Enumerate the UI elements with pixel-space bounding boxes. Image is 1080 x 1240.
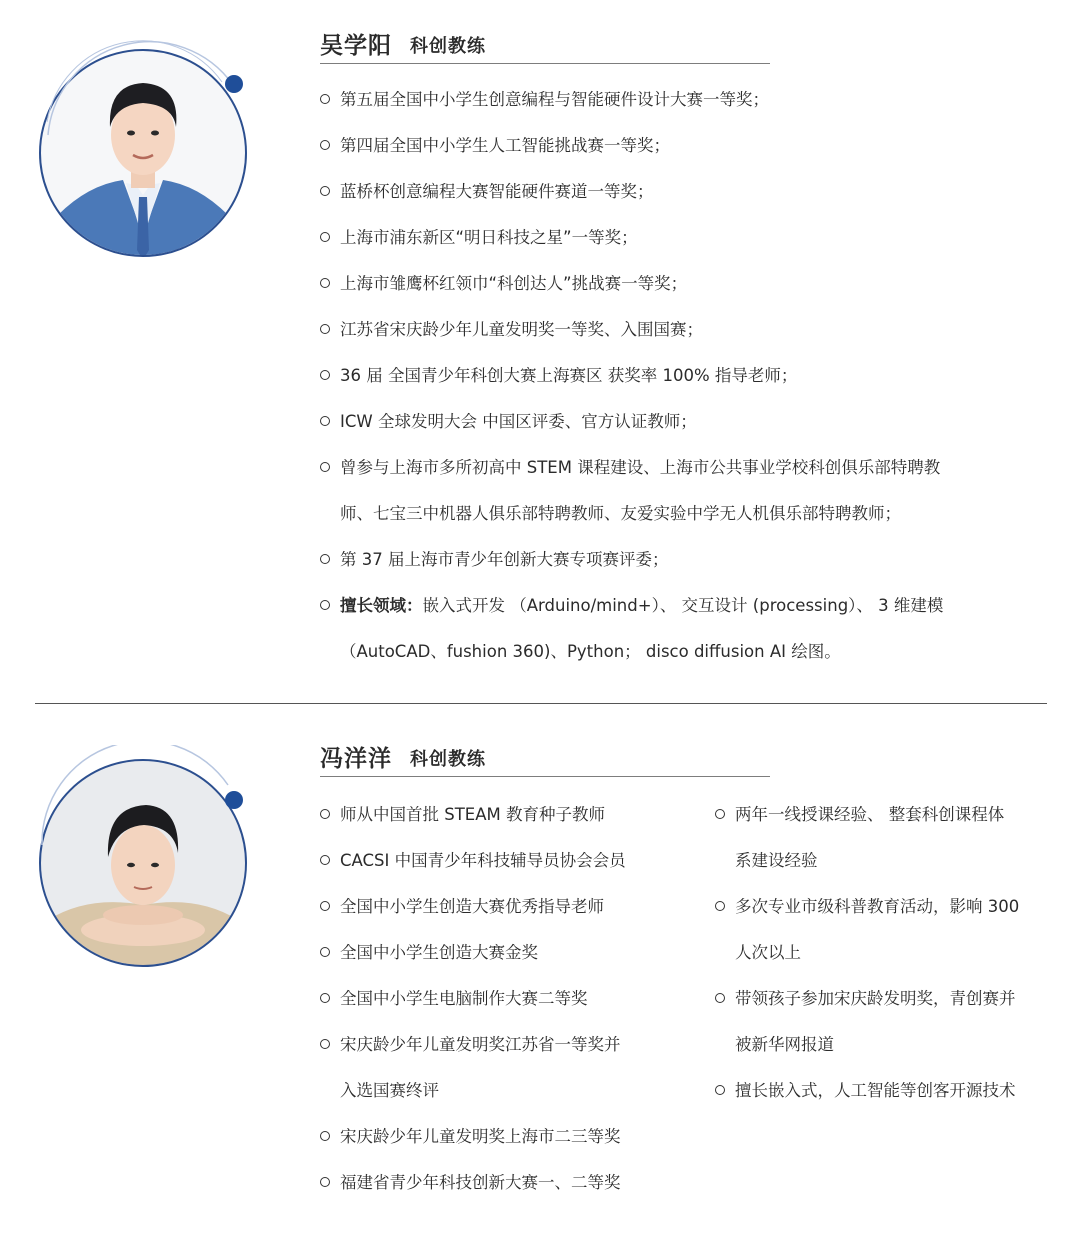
bullet-circle-icon [715, 993, 725, 1003]
portrait-photo [28, 745, 268, 985]
bullet-circle-icon [320, 462, 330, 472]
name-underline [320, 63, 770, 64]
list-item: 福建省青少年科技创新大赛一、二等奖 [320, 1160, 626, 1206]
bullet-circle-icon [715, 809, 725, 819]
list-item: 宋庆龄少年儿童发明奖江苏省一等奖并 入选国赛终评 [320, 1022, 626, 1114]
avatar [28, 35, 268, 275]
list-item-continuation: 师、七宝三中机器人俱乐部特聘教师、友爱实验中学无人机俱乐部特聘教师； [340, 504, 901, 523]
list-item: CACSI 中国青少年科技辅导员协会会员 [320, 838, 626, 884]
bullet-circle-icon [320, 140, 330, 150]
bullet-circle-icon [320, 993, 330, 1003]
section-divider [35, 703, 1047, 704]
coach-name: 吴学阳 [320, 33, 392, 59]
coach-profile-2 [0, 705, 1080, 1240]
avatar [28, 745, 268, 985]
bullet-circle-icon [320, 554, 330, 564]
list-item: 江苏省宋庆龄少年儿童发明奖一等奖、入围国赛； [320, 307, 943, 353]
list-item: 第 37 届上海市青少年创新大赛专项赛评委； [320, 537, 943, 583]
list-item: 全国中小学生创造大赛金奖 [320, 930, 626, 976]
specialty-label: 擅长领域： [340, 596, 423, 615]
bullet-circle-icon [320, 1131, 330, 1141]
list-item-continuation: 入选国赛终评 [340, 1081, 439, 1100]
name-underline [320, 776, 770, 777]
list-item-continuation: 系建设经验 [735, 851, 818, 870]
achievement-list-left [320, 792, 626, 1206]
bullet-circle-icon [320, 1039, 330, 1049]
list-item: 上海市雏鹰杯红领巾“科创达人”挑战赛一等奖； [320, 261, 943, 307]
list-item: 第五届全国中小学生创意编程与智能硬件设计大赛一等奖； [320, 77, 943, 123]
bullet-circle-icon [320, 232, 330, 242]
coach-role: 科创教练 [410, 36, 486, 57]
bullet-circle-icon [320, 947, 330, 957]
list-item: 上海市浦东新区“明日科技之星”一等奖； [320, 215, 943, 261]
bullet-circle-icon [320, 278, 330, 288]
achievement-list-right [715, 792, 1019, 1114]
list-item: 全国中小学生电脑制作大赛二等奖 [320, 976, 626, 1022]
list-item: 曾参与上海市多所初高中 STEM 课程建设、上海市公共事业学校科创俱乐部特聘教 师、七宝三中机器人俱乐部特聘教师、友爱实验中学无人机俱乐部特聘教师； [320, 445, 943, 537]
bullet-circle-icon [320, 901, 330, 911]
bullet-circle-icon [320, 1177, 330, 1187]
list-item-continuation: （AutoCAD、fushion 360)、Python； disco diffusion AI 绘图。 [340, 642, 841, 661]
portrait-photo [28, 35, 268, 275]
bullet-circle-icon [320, 186, 330, 196]
name-row [320, 20, 486, 60]
list-item-continuation: 人次以上 [735, 943, 801, 962]
bullet-circle-icon [715, 901, 725, 911]
list-item: 师从中国首批 STEAM 教育种子教师 [320, 792, 626, 838]
coach-name: 冯洋洋 [320, 746, 392, 772]
list-item: 两年一线授课经验、 整套科创课程体 系建设经验 [715, 792, 1019, 884]
achievement-list [320, 77, 943, 675]
bullet-circle-icon [320, 94, 330, 104]
list-item: 带领孩子参加宋庆龄发明奖，青创赛并 被新华网报道 [715, 976, 1019, 1068]
list-item: 擅长领域：嵌入式开发 （Arduino/mind+）、 交互设计 (processing）、 3 维建模 （AutoCAD、fushion 360)、Python； disco diffusion AI 绘图。 [320, 583, 943, 675]
list-item: 多次专业市级科普教育活动，影响 300 人次以上 [715, 884, 1019, 976]
bullet-circle-icon [320, 416, 330, 426]
list-item: 擅长嵌入式，人工智能等创客开源技术 [715, 1068, 1019, 1114]
bullet-circle-icon [320, 855, 330, 865]
coach-role: 科创教练 [410, 749, 486, 770]
list-item-continuation: 被新华网报道 [735, 1035, 834, 1054]
bullet-circle-icon [320, 370, 330, 380]
list-item: 蓝桥杯创意编程大赛智能硬件赛道一等奖； [320, 169, 943, 215]
name-row [320, 733, 486, 773]
bullet-circle-icon [320, 324, 330, 334]
list-item: 宋庆龄少年儿童发明奖上海市二三等奖 [320, 1114, 626, 1160]
list-item: 第四届全国中小学生人工智能挑战赛一等奖； [320, 123, 943, 169]
list-item: 全国中小学生创造大赛优秀指导老师 [320, 884, 626, 930]
bullet-circle-icon [320, 809, 330, 819]
list-item: ICW 全球发明大会 中国区评委、官方认证教师； [320, 399, 943, 445]
bullet-circle-icon [715, 1085, 725, 1095]
list-item: 36 届 全国青少年科创大赛上海赛区 获奖率 100% 指导老师； [320, 353, 943, 399]
bullet-circle-icon [320, 600, 330, 610]
